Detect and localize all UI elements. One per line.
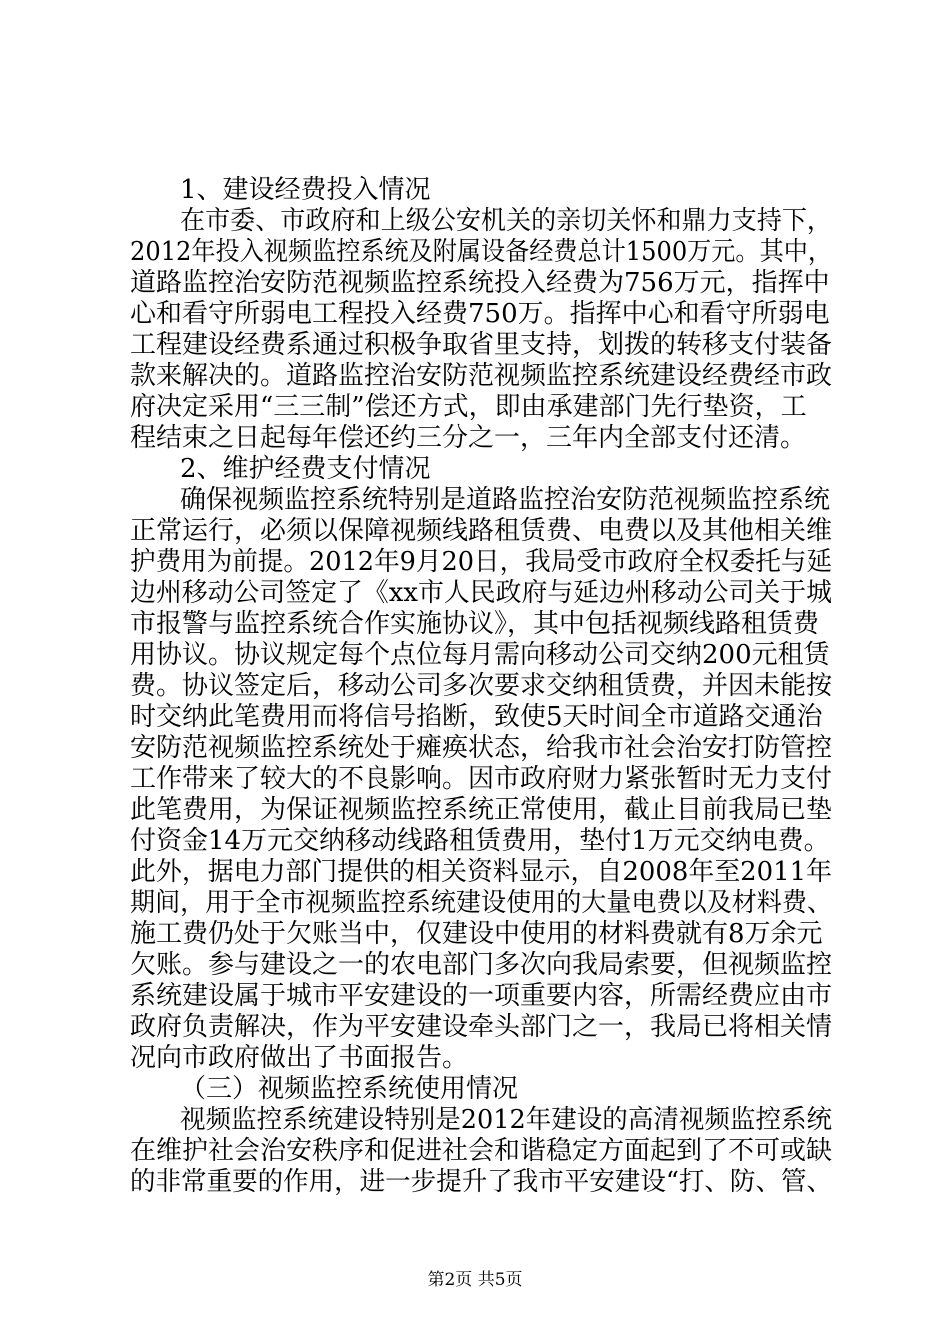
line-text: 的非常重要的作用，进一步提升了我市平安建设“打、防、管、 [130, 1167, 832, 1197]
heading-text: 2、维护经费支付情况 [180, 454, 431, 484]
line-text: 用协议。协议规定每个点位每月需向移动公司交纳200元租赁 [130, 640, 830, 670]
line-text: 欠账。参与建设之一的农电部门多次向我局索要，但视频监控 [130, 950, 833, 980]
paragraph-line [0, 1162, 950, 1202]
heading-text: （三）视频监控系统使用情况 [180, 1074, 519, 1104]
line-text: 政府负责解决，作为平安建设牵头部门之一，我局已将相关情 [130, 1012, 833, 1042]
line-text: 程结束之日起每年偿还约三分之一，三年内全部支付还清。 [130, 423, 807, 453]
line-text: 工作带来了较大的不良影响。因市政府财力紧张暂时无力支付 [130, 764, 833, 794]
heading-text: 1、建设经费投入情况 [180, 175, 431, 205]
line-text: 护费用为前提。2012年9月20日，我局受市政府全权委托与延 [130, 547, 833, 577]
line-text: 心和看守所弱电工程投入经费750万。指挥中心和看守所弱电 [130, 299, 830, 329]
line-text: 此外，据电力部门提供的相关资料显示，自2008年至2011年 [130, 857, 833, 887]
line-text: 市报警与监控系统合作实施协议》，其中包括视频线路租赁费 [130, 609, 820, 639]
line-text: 视频监控系统建设特别是2012年建设的高清视频监控系统 [180, 1105, 833, 1135]
line-text: 系统建设属于城市平安建设的一项重要内容，所需经费应由市 [130, 981, 833, 1011]
line-text: 费。协议签定后，移动公司多次要求交纳租赁费，并因未能按 [130, 671, 833, 701]
line-text: 确保视频监控系统特别是道路监控治安防范视频监控系统 [180, 485, 831, 515]
line-text: 工程建设经费系通过积极争取省里支持，划拨的转移支付装备 [130, 330, 833, 360]
line-text: 施工费仍处于欠账当中，仅建设中使用的材料费就有8万余元 [130, 919, 823, 949]
line-text: 此笔费用，为保证视频监控系统正常使用，截止目前我局已垫 [130, 795, 833, 825]
line-text: 时交纳此笔费用而将信号掐断，致使5天时间全市道路交通治 [130, 702, 823, 732]
line-text: 付资金14万元交纳移动线路租赁费用，垫付1万元交纳电费。 [130, 826, 830, 856]
line-text: 在维护社会治安秩序和促进社会和谐稳定方面起到了不可或缺 [130, 1136, 833, 1166]
line-text: 款来解决的。道路监控治安防范视频监控系统建设经费经市政 [130, 361, 833, 391]
line-text: 边州移动公司签定了《xx市人民政府与延边州移动公司关于城 [130, 578, 833, 608]
line-text: 道路监控治安防范视频监控系统投入经费为756万元，指挥中 [130, 268, 830, 298]
line-text: 2012年投入视频监控系统及附属设备经费总计1500万元。其中， [130, 237, 832, 267]
line-text: 况向市政府做出了书面报告。 [130, 1043, 469, 1073]
line-text: 安防范视频监控系统处于瘫痪状态，给我市社会治安打防管控 [130, 733, 833, 763]
line-text: 在市委、市政府和上级公安机关的亲切关怀和鼎力支持下， [180, 206, 833, 236]
page-footer: 第2页 共5页 [427, 1270, 523, 1290]
line-text: 府决定采用“三三制”偿还方式，即由承建部门先行垫资，工 [130, 392, 807, 422]
line-text: 期间，用于全市视频监控系统建设使用的大量电费以及材料费、 [130, 888, 833, 918]
line-text: 正常运行，必须以保障视频线路租赁费、电费以及其他相关维 [130, 516, 833, 546]
